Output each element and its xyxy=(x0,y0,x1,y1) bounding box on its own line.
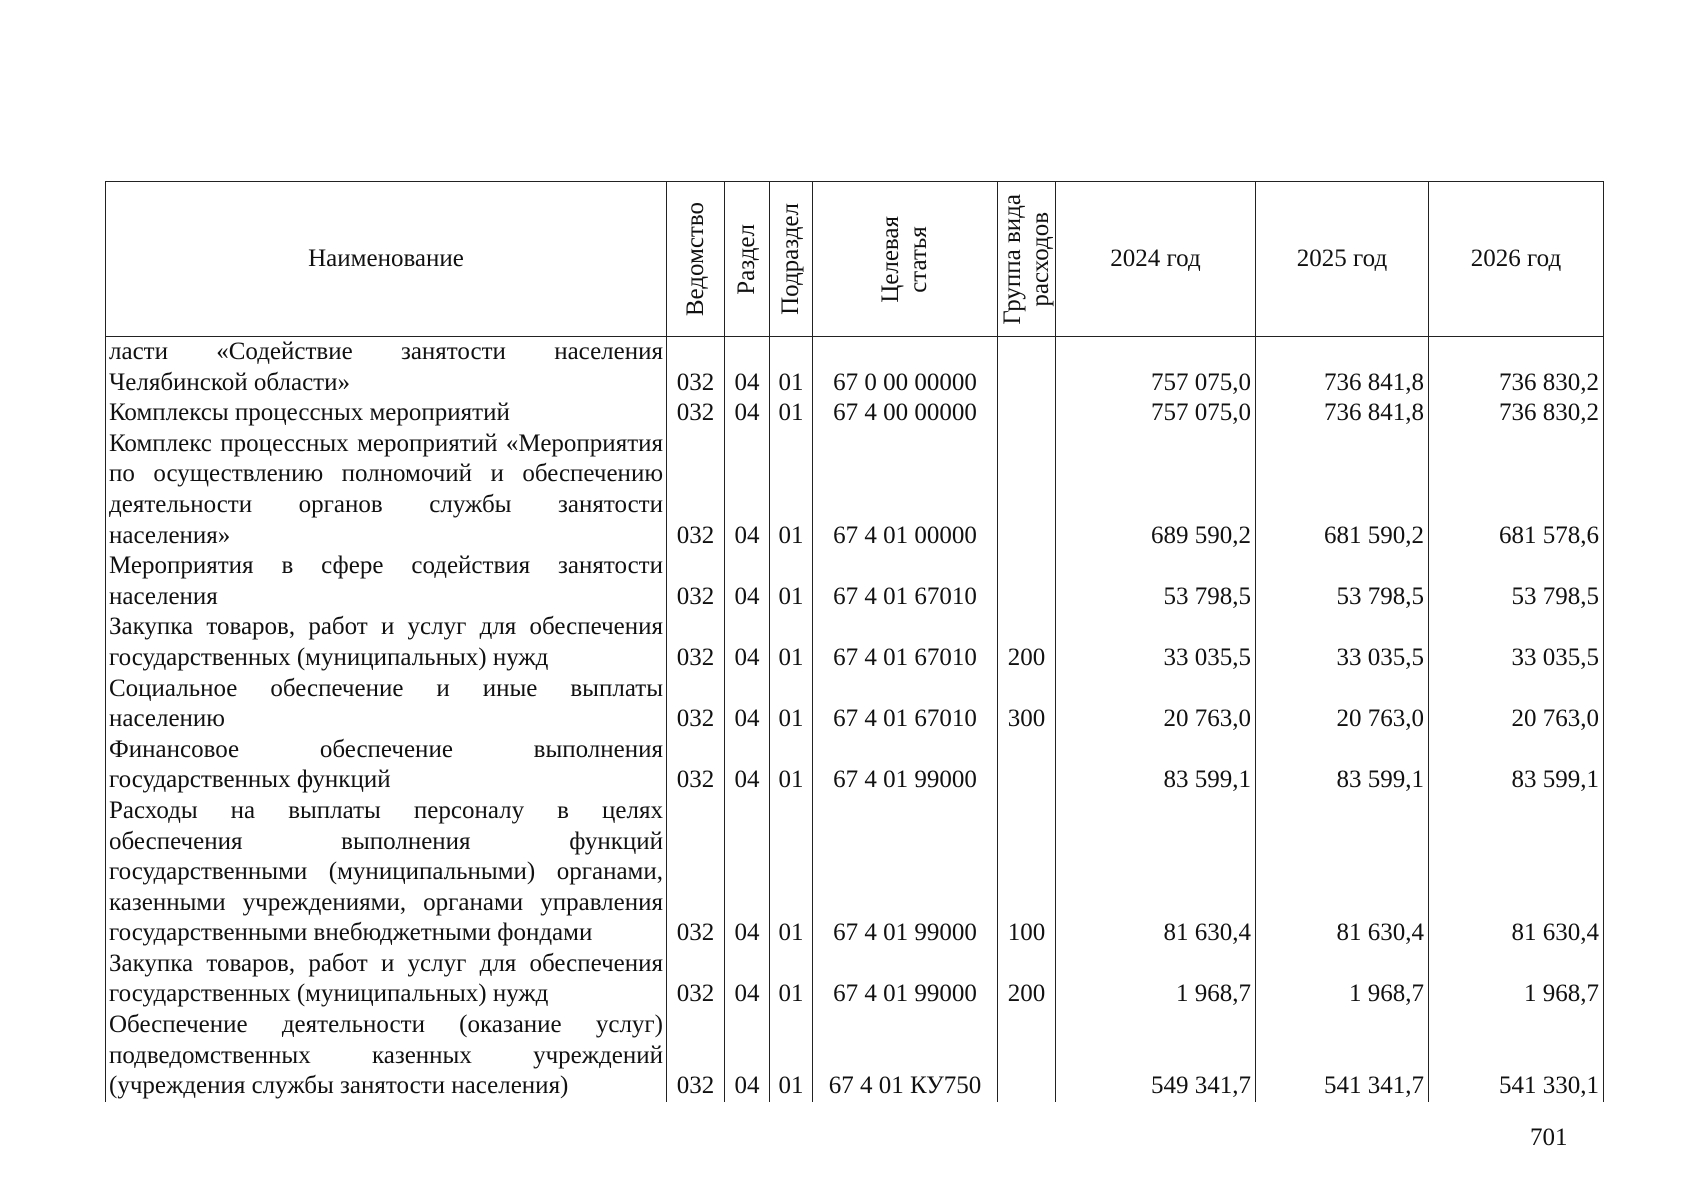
header-name: Наименование xyxy=(106,182,667,337)
row-amount-2025: 736 841,8 xyxy=(1256,398,1429,429)
row-target-article: 67 4 01 99000 xyxy=(813,735,998,796)
row-department: 032 xyxy=(667,1010,725,1102)
row-department: 032 xyxy=(667,551,725,612)
row-target-article: 67 4 01 67010 xyxy=(813,612,998,673)
row-name: Мероприятия в сфере содействия занятости населения xyxy=(106,551,667,612)
row-subsection: 01 xyxy=(770,949,813,1010)
row-amount-2025: 81 630,4 xyxy=(1256,796,1429,949)
row-amount-2024: 53 798,5 xyxy=(1056,551,1256,612)
row-amount-2024: 549 341,7 xyxy=(1056,1010,1256,1102)
row-amount-2025: 681 590,2 xyxy=(1256,429,1429,551)
row-name: Закупка товаров, работ и услуг для обеспечения государственных (муниципальных) нужд xyxy=(106,949,667,1010)
row-amount-2024: 81 630,4 xyxy=(1056,796,1256,949)
row-name: Комплекс процессных мероприятий «Мероприятия по осуществлению полномочий и обеспечению деятельности органов службы занятости населения» xyxy=(106,429,667,551)
row-section: 04 xyxy=(725,1010,770,1102)
header-year-2026: 2026 год xyxy=(1429,182,1604,337)
row-subsection: 01 xyxy=(770,796,813,949)
row-amount-2026: 541 330,1 xyxy=(1429,1010,1604,1102)
row-target-article: 67 0 00 00000 xyxy=(813,337,998,399)
header-target-article: Целевая статья xyxy=(813,182,998,337)
row-section: 04 xyxy=(725,551,770,612)
row-amount-2026: 81 630,4 xyxy=(1429,796,1604,949)
row-section: 04 xyxy=(725,949,770,1010)
row-amount-2025: 20 763,0 xyxy=(1256,674,1429,735)
row-section: 04 xyxy=(725,429,770,551)
row-subsection: 01 xyxy=(770,337,813,399)
row-department: 032 xyxy=(667,337,725,399)
row-target-article: 67 4 01 67010 xyxy=(813,674,998,735)
header-subsection: Подраздел xyxy=(770,182,813,337)
table-row xyxy=(106,337,1604,399)
row-amount-2024: 757 075,0 xyxy=(1056,337,1256,399)
row-amount-2024: 33 035,5 xyxy=(1056,612,1256,673)
row-subsection: 01 xyxy=(770,674,813,735)
row-name: Обеспечение деятельности (оказание услуг) подведомственных казенных учреждений (учреждения службы занятости населения) xyxy=(106,1010,667,1102)
row-target-article: 67 4 00 00000 xyxy=(813,398,998,429)
row-amount-2025: 83 599,1 xyxy=(1256,735,1429,796)
row-amount-2024: 689 590,2 xyxy=(1056,429,1256,551)
row-name: Комплексы процессных мероприятий xyxy=(106,398,667,429)
row-amount-2026: 681 578,6 xyxy=(1429,429,1604,551)
header-section: Раздел xyxy=(725,182,770,337)
row-target-article: 67 4 01 00000 xyxy=(813,429,998,551)
row-subsection: 01 xyxy=(770,551,813,612)
row-section: 04 xyxy=(725,398,770,429)
row-department: 032 xyxy=(667,949,725,1010)
row-target-article: 67 4 01 99000 xyxy=(813,949,998,1010)
row-expense-group xyxy=(998,398,1056,429)
header-expense-group: Группа вида расходов xyxy=(998,182,1056,337)
row-subsection: 01 xyxy=(770,735,813,796)
table-row xyxy=(106,796,1604,949)
table-row xyxy=(106,674,1604,735)
table-row xyxy=(106,551,1604,612)
table-row xyxy=(106,429,1604,551)
row-amount-2026: 20 763,0 xyxy=(1429,674,1604,735)
row-amount-2025: 33 035,5 xyxy=(1256,612,1429,673)
table-row xyxy=(106,398,1604,429)
row-target-article: 67 4 01 КУ750 xyxy=(813,1010,998,1102)
row-section: 04 xyxy=(725,674,770,735)
row-amount-2024: 1 968,7 xyxy=(1056,949,1256,1010)
row-amount-2026: 736 830,2 xyxy=(1429,398,1604,429)
row-subsection: 01 xyxy=(770,1010,813,1102)
row-expense-group: 100 xyxy=(998,796,1056,949)
row-amount-2025: 1 968,7 xyxy=(1256,949,1429,1010)
row-target-article: 67 4 01 67010 xyxy=(813,551,998,612)
row-name: Финансовое обеспечение выполнения государственных функций xyxy=(106,735,667,796)
row-amount-2024: 20 763,0 xyxy=(1056,674,1256,735)
row-department: 032 xyxy=(667,612,725,673)
row-amount-2026: 53 798,5 xyxy=(1429,551,1604,612)
row-department: 032 xyxy=(667,735,725,796)
row-subsection: 01 xyxy=(770,398,813,429)
row-expense-group xyxy=(998,1010,1056,1102)
page-number: 701 xyxy=(1530,1124,1568,1151)
row-section: 04 xyxy=(725,612,770,673)
row-target-article: 67 4 01 99000 xyxy=(813,796,998,949)
row-amount-2026: 1 968,7 xyxy=(1429,949,1604,1010)
row-department: 032 xyxy=(667,429,725,551)
row-section: 04 xyxy=(725,735,770,796)
row-name: Расходы на выплаты персоналу в целях обеспечения выполнения функций государственными (муниципальными) органами, казенными учреждениями, органами управления государственными внебюджетными фондами xyxy=(106,796,667,949)
header-year-2025: 2025 год xyxy=(1256,182,1429,337)
row-amount-2026: 736 830,2 xyxy=(1429,337,1604,399)
table-row xyxy=(106,949,1604,1010)
header-year-2024: 2024 год xyxy=(1056,182,1256,337)
table-row xyxy=(106,612,1604,673)
row-section: 04 xyxy=(725,337,770,399)
row-subsection: 01 xyxy=(770,429,813,551)
row-department: 032 xyxy=(667,674,725,735)
row-amount-2025: 53 798,5 xyxy=(1256,551,1429,612)
row-amount-2024: 83 599,1 xyxy=(1056,735,1256,796)
row-expense-group xyxy=(998,337,1056,399)
row-subsection: 01 xyxy=(770,612,813,673)
row-department: 032 xyxy=(667,398,725,429)
row-amount-2024: 757 075,0 xyxy=(1056,398,1256,429)
row-amount-2025: 736 841,8 xyxy=(1256,337,1429,399)
row-department: 032 xyxy=(667,796,725,949)
row-amount-2025: 541 341,7 xyxy=(1256,1010,1429,1102)
table-row xyxy=(106,1010,1604,1102)
table-row xyxy=(106,735,1604,796)
row-amount-2026: 83 599,1 xyxy=(1429,735,1604,796)
row-section: 04 xyxy=(725,796,770,949)
row-expense-group: 200 xyxy=(998,949,1056,1010)
row-name: Закупка товаров, работ и услуг для обеспечения государственных (муниципальных) нужд xyxy=(106,612,667,673)
row-expense-group xyxy=(998,735,1056,796)
row-expense-group xyxy=(998,551,1056,612)
row-expense-group xyxy=(998,429,1056,551)
budget-table xyxy=(105,181,1604,1102)
row-name: ласти «Содействие занятости населения Челябинской области» xyxy=(106,337,667,399)
header-department: Ведомство xyxy=(667,182,725,337)
table-header-row xyxy=(106,182,1604,337)
row-amount-2026: 33 035,5 xyxy=(1429,612,1604,673)
row-expense-group: 200 xyxy=(998,612,1056,673)
row-name: Социальное обеспечение и иные выплаты населению xyxy=(106,674,667,735)
row-expense-group: 300 xyxy=(998,674,1056,735)
